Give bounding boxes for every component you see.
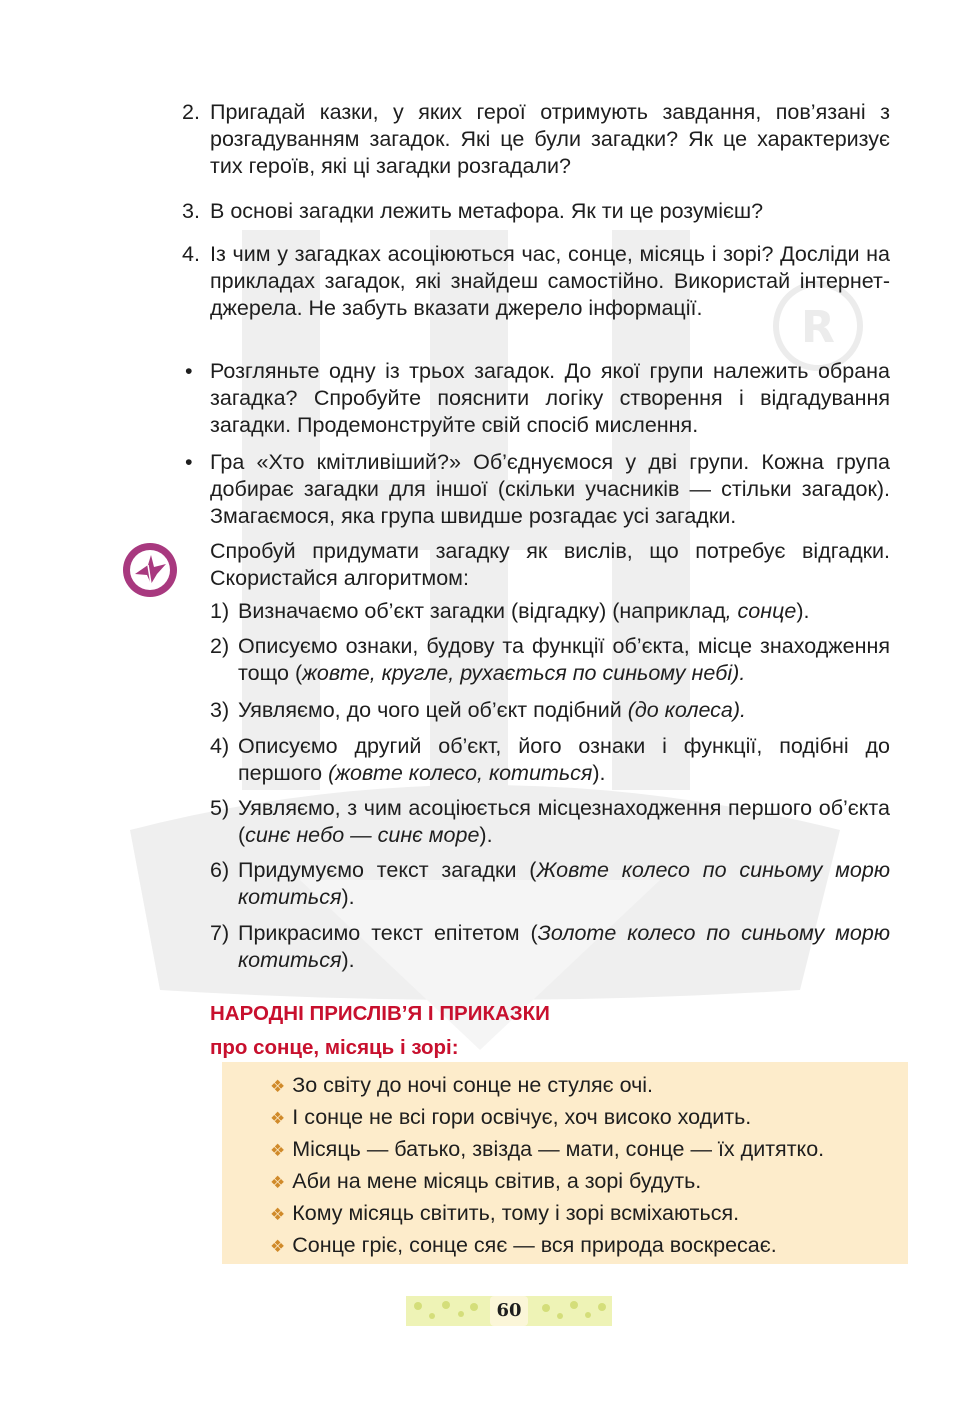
section-subtitle: про сонце, місяць і зорі: bbox=[210, 1036, 459, 1059]
svg-text:R: R bbox=[801, 302, 835, 353]
proverb-text: Аби на мене місяць світив, а зорі будуть. bbox=[292, 1169, 702, 1193]
step-text: Прикрасимо текст епітетом ( bbox=[238, 921, 538, 945]
step-italic: Жовте колесо по синьому морю котиться bbox=[238, 858, 890, 909]
section-title: НАРОДНІ ПРИСЛІВ’Я І ПРИКАЗКИ bbox=[210, 1002, 550, 1025]
step-italic: жовте, кругле, рухається по синьому небі). bbox=[302, 661, 746, 685]
step-italic: Золоте колесо по синьому морю котиться bbox=[238, 921, 890, 972]
bullet-dot: • bbox=[185, 359, 193, 383]
group-task-text: Гра «Хто кмітливіший?» Об’єднуємося у дві групи. Кожна група добирає загадки для іншої (скільки учасників — стільки загадок). Змагаємося, яка група швидше розгадає усі загадки. bbox=[210, 450, 890, 528]
step-text: Уявляємо, з чим асоціюється місцезнаходження першого об’єкта ( bbox=[238, 796, 890, 847]
step-tail: ). bbox=[479, 823, 493, 847]
algorithm-step-4 bbox=[210, 733, 890, 787]
step-number: 4) bbox=[210, 734, 230, 758]
step-number: 1) bbox=[210, 599, 230, 623]
proverb-text: Сонце гріє, сонце сяє — вся природа воскресає. bbox=[292, 1233, 777, 1257]
step-tail: ). bbox=[341, 885, 355, 909]
algorithm-step-2 bbox=[210, 633, 890, 687]
group-task-2 bbox=[185, 449, 890, 530]
question-2 bbox=[182, 99, 890, 180]
question-text: В основі загадки лежить метафора. Як ти це розумієш? bbox=[210, 199, 764, 223]
diamond-bullet-icon: ❖ bbox=[270, 1141, 286, 1160]
diamond-bullet-icon: ❖ bbox=[270, 1205, 286, 1224]
diamond-bullet-icon: ❖ bbox=[270, 1237, 286, 1256]
step-text: Уявляємо, до чого цей об’єкт подібний bbox=[238, 698, 628, 722]
step-number: 2) bbox=[210, 634, 230, 658]
step-number: 6) bbox=[210, 858, 230, 882]
step-tail: ). bbox=[592, 761, 606, 785]
algorithm-step-6 bbox=[210, 857, 890, 911]
diamond-bullet-icon: ❖ bbox=[270, 1173, 286, 1192]
proverb-item bbox=[270, 1232, 777, 1260]
proverb-item bbox=[270, 1168, 701, 1196]
creative-task-intro: Спробуй придумати загадку як вислів, що потребує відгадки. Скористайся алгоритмом: bbox=[210, 539, 890, 590]
proverb-text: Зо світу до ночі сонце не стуляє очі. bbox=[292, 1073, 654, 1097]
step-tail: ). bbox=[796, 599, 810, 623]
page-footer bbox=[406, 1292, 612, 1330]
step-number: 3) bbox=[210, 698, 230, 722]
proverb-text: І сонце не всі гори освічує, хоч високо ходить. bbox=[292, 1105, 752, 1129]
question-number: 2. bbox=[182, 100, 200, 124]
question-text: Пригадай казки, у яких герої отримують завдання, пов’язані з розгадуванням загадок. Які це були загадки? Як це характеризує тих героїв, які ці загадки розгадали? bbox=[210, 100, 890, 178]
group-task-text: Розгляньте одну із трьох загадок. До якої групи належить обрана загадка? Спробуйте пояснити логіку створення і відгадування загадки. Продемонструйте свій спосіб мислення. bbox=[210, 359, 890, 437]
diamond-bullet-icon: ❖ bbox=[270, 1077, 286, 1096]
step-italic: (до колеса). bbox=[627, 698, 746, 722]
step-text: Описуємо ознаки, будову та функції об’єкта, місце знаходження тощо ( bbox=[238, 634, 890, 685]
question-text: Із чим у загадках асоціюються час, сонце, місяць і зорі? Досліди на прикладах загадок, які знайдеш самостійно. Використай інтернет-джерела. Не забуть вказати джерело інформації. bbox=[210, 242, 890, 320]
bullet-dot: • bbox=[185, 450, 193, 474]
proverb-item bbox=[270, 1136, 824, 1164]
step-text: Описуємо другий об’єкт, його ознаки і функції, подібні до першого bbox=[238, 734, 890, 785]
algorithm-step-3 bbox=[210, 697, 890, 724]
proverb-item bbox=[270, 1200, 739, 1228]
step-italic: (жовте колесо, котиться bbox=[328, 761, 593, 785]
step-text: Визначаємо об’єкт загадки (відгадку) (наприклад bbox=[238, 599, 726, 623]
proverb-item bbox=[270, 1104, 751, 1132]
step-number: 7) bbox=[210, 921, 230, 945]
step-text: Придумуємо текст загадки ( bbox=[238, 858, 537, 882]
step-number: 5) bbox=[210, 796, 230, 820]
algorithm-step-5 bbox=[210, 795, 890, 849]
diamond-bullet-icon: ❖ bbox=[270, 1109, 286, 1128]
question-4 bbox=[182, 241, 890, 322]
algorithm-step-7 bbox=[210, 920, 890, 974]
page-number: 60 bbox=[496, 1300, 522, 1321]
proverb-text: Кому місяць світить, тому і зорі всміхаються. bbox=[292, 1201, 740, 1225]
step-tail: ). bbox=[341, 948, 355, 972]
question-number: 3. bbox=[182, 199, 200, 223]
question-number: 4. bbox=[182, 242, 200, 266]
proverb-item bbox=[270, 1072, 653, 1100]
origami-crane-icon bbox=[121, 541, 179, 599]
step-italic: синє небо — синє море bbox=[245, 823, 480, 847]
algorithm-step-1 bbox=[210, 598, 890, 625]
proverb-text: Місяць — батько, звізда — мати, сонце — їх дитятко. bbox=[292, 1137, 825, 1161]
group-task-1 bbox=[185, 358, 890, 439]
question-3 bbox=[182, 198, 890, 225]
step-italic: , сонце bbox=[725, 599, 797, 623]
